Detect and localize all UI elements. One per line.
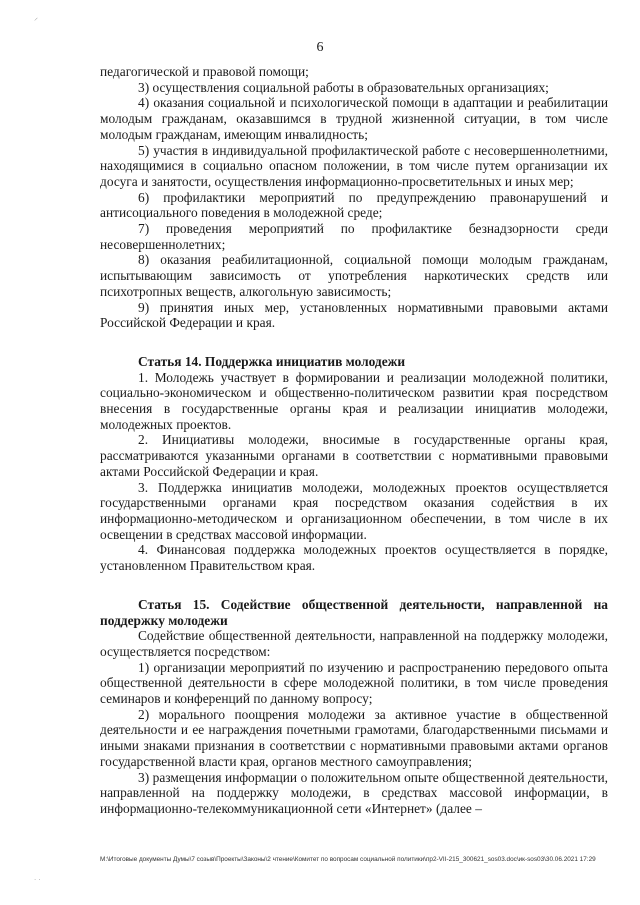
list-item: 5) участия в индивидуальной профилактической работе с несовершеннолетними, находящимися в социально опасном положении, в том числе путем организации их досуга и занятости, осуществления информационно-просветительных и иных мер; [100,142,608,189]
list-item: 3) размещения информации о положительном опыте общественной деятельности, направленной на поддержку молодежи, в средствах массовой информации, в информационно-телекоммуникационной сети «Интернет» (далее – [100,769,608,816]
list-item: 6) профилактики мероприятий по предупреждению правонарушений и антисоциального поведения в молодежной среде; [100,189,608,221]
list-item: 4) оказания социальной и психологической помощи в адаптации и реабилитации молодым гражданам, оказавшимся в трудной жизненной ситуации, в том числе молодым гражданам, имеющим инвалидность; [100,95,608,142]
file-path-footer: M:\Итоговые документы Думы\7 созыв\Проекты\Законы\2 чтение\Комитет по вопросам социальной политики\пр2-VII-215_300621_sos03.doc\ик-sos03\30.06.2021 17:29 [100,856,596,863]
scan-mark-icon: ⸝ [34,13,38,22]
list-item: 3) осуществления социальной работы в образовательных организациях; [138,79,549,95]
article-14-heading: Статья 14. Поддержка инициатив молодежи [138,353,406,369]
list-item: 1) организации мероприятий по изучению и распространению передового опыта общественной деятельности в сфере молодежной политики, в том числе проведения семинаров и конференций по данному вопросу; [100,659,608,707]
list-item: 2) морального поощрения молодежи за активное участие в общественной деятельности и ее награждения почетными грамотами, благодарственными письмами и иными знаками признания в соответствии с нормативными правовыми актами органов государственной власти края, органов местного самоуправления; [100,706,608,769]
list-item: 7) проведения мероприятий по профилактике безнадзорности среди несовершеннолетних; [100,221,608,252]
paragraph: 1. Молодежь участвует в формировании и реализации молодежной политики, социально-экономическом и общественно-политическом развитии края посредством внесения в государственные органы края и реализации инициатив молодежи, молодежных проектов. [100,369,608,432]
scan-mark-icon: · · [34,876,41,884]
paragraph: 4. Финансовая поддержка молодежных проектов осуществляется в порядке, установленном Правительством края. [100,542,608,574]
paragraph: 3. Поддержка инициатив молодежи, молодежных проектов осуществляется государственными органами края посредством оказания содействия в их информационно-методическом и организационном обеспечении, в том числе в их освещении в средствах массовой информации. [100,479,608,542]
paragraph: педагогической и правовой помощи; [100,64,309,79]
list-item: 9) принятия иных мер, установленных нормативными правовыми актами Российской Федерации и края. [100,299,608,331]
list-item: 8) оказания реабилитационной, социальной помощи молодым гражданам, испытывающим зависимость от употребления наркотических средств или психотропных веществ, алкогольную зависимость; [100,252,608,299]
article-15-heading: Статья 15. Содействие общественной деятельности, направленной на поддержку молодежи [100,596,608,628]
page-number: 6 [316,40,324,55]
paragraph: Содействие общественной деятельности, направленной на поддержку молодежи, осуществляется посредством: [100,628,608,659]
paragraph: 2. Инициативы молодежи, вносимые в государственные органы края, рассматриваются указанными органами в соответствии с нормативными правовыми актами Российской Федерации и края. [100,432,608,479]
document-body [100,64,608,817]
